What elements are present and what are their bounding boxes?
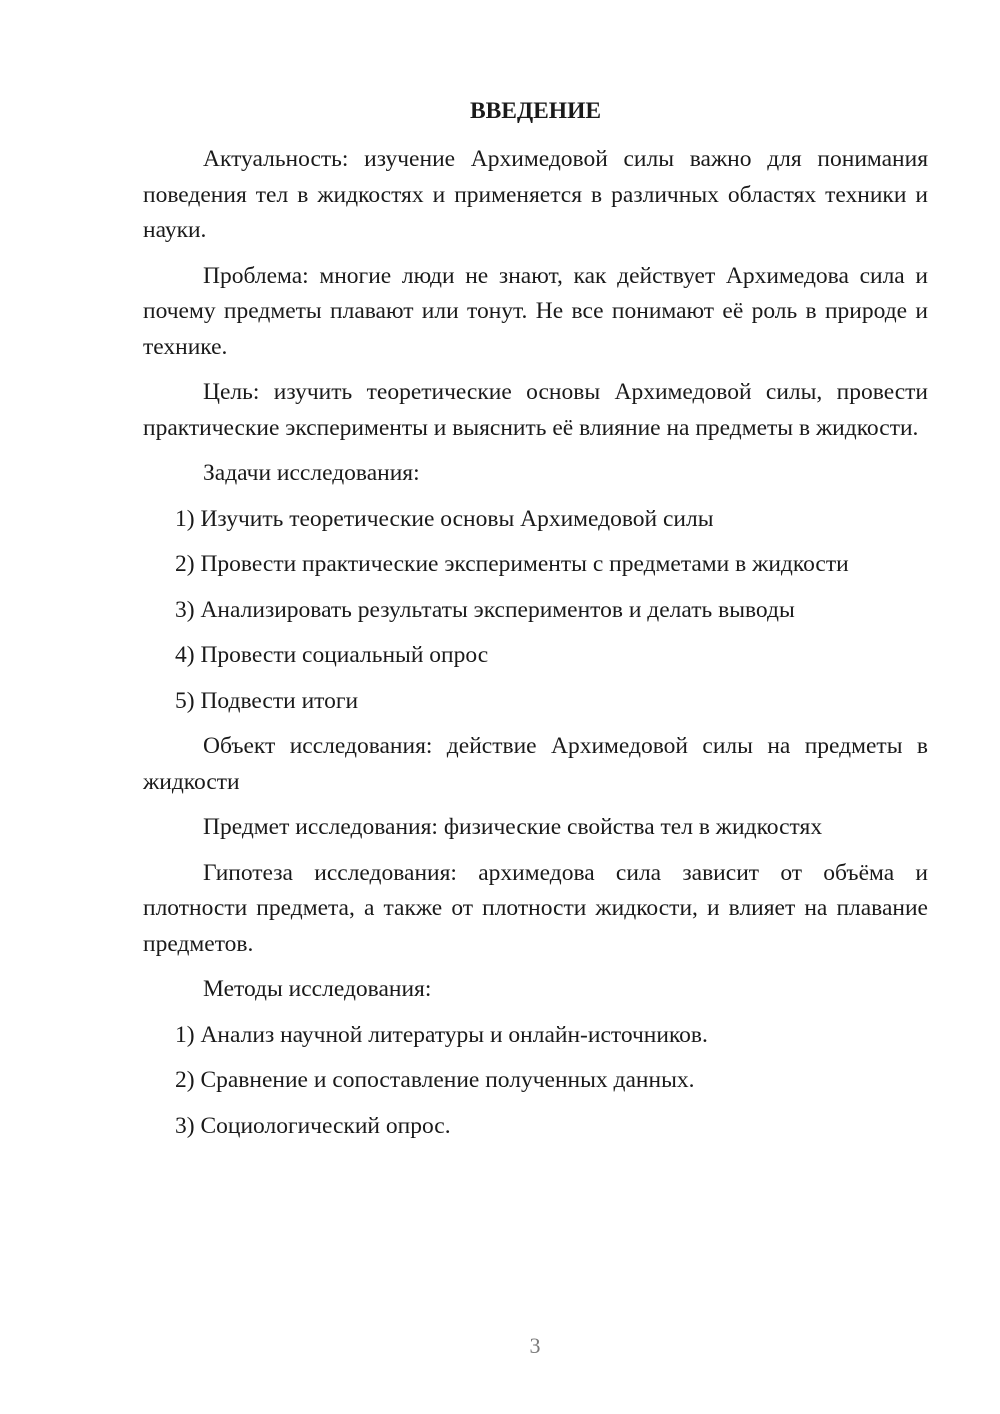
task-item: 1) Изучить теоретические основы Архимедовой силы xyxy=(175,505,714,532)
methods-heading: Методы исследования: xyxy=(203,976,432,1002)
task-item: 3) Анализировать результаты экспериментов и делать выводы xyxy=(175,596,795,623)
method-item: 1) Анализ научной литературы и онлайн-источников. xyxy=(175,1021,708,1048)
method-item: 3) Социологический опрос. xyxy=(175,1112,451,1139)
tasks-list xyxy=(143,502,928,720)
task-item: 4) Провести социальный опрос xyxy=(175,642,489,668)
task-item: 2) Провести практические эксперименты с предметами в жидкости xyxy=(175,551,849,577)
goal-paragraph: Цель: изучить теоретические основы Архимедовой силы, провести практические эксперименты и выяснить её влияние на предметы в жидкости. xyxy=(143,379,928,441)
subject-paragraph: Предмет исследования: физические свойства тел в жидкостях xyxy=(203,814,823,840)
tasks-heading: Задачи исследования: xyxy=(203,460,420,486)
page-content xyxy=(143,94,928,1154)
relevance-paragraph: Актуальность: изучение Архимедовой силы важно для понимания поведения тел в жидкостях и применяется в различных областях техники и науки. xyxy=(143,146,928,243)
problem-paragraph: Проблема: многие люди не знают, как действует Архимедова сила и почему предметы плавают или тонут. Не все понимают её роль в природе и технике. xyxy=(143,262,928,360)
section-title: ВВЕДЕНИЕ xyxy=(469,98,602,124)
task-item: 5) Подвести итоги xyxy=(175,687,359,714)
page-number: 3 xyxy=(529,1333,541,1358)
hypothesis-paragraph: Гипотеза исследования: архимедова сила зависит от объёма и плотности предмета, а также от плотности жидкости, и влияет на плавание предметов. xyxy=(143,859,928,957)
method-item: 2) Сравнение и сопоставление полученных данных. xyxy=(175,1067,695,1093)
object-paragraph: Объект исследования: действие Архимедовой силы на предметы в жидкости xyxy=(143,733,928,795)
methods-list xyxy=(143,1018,928,1145)
